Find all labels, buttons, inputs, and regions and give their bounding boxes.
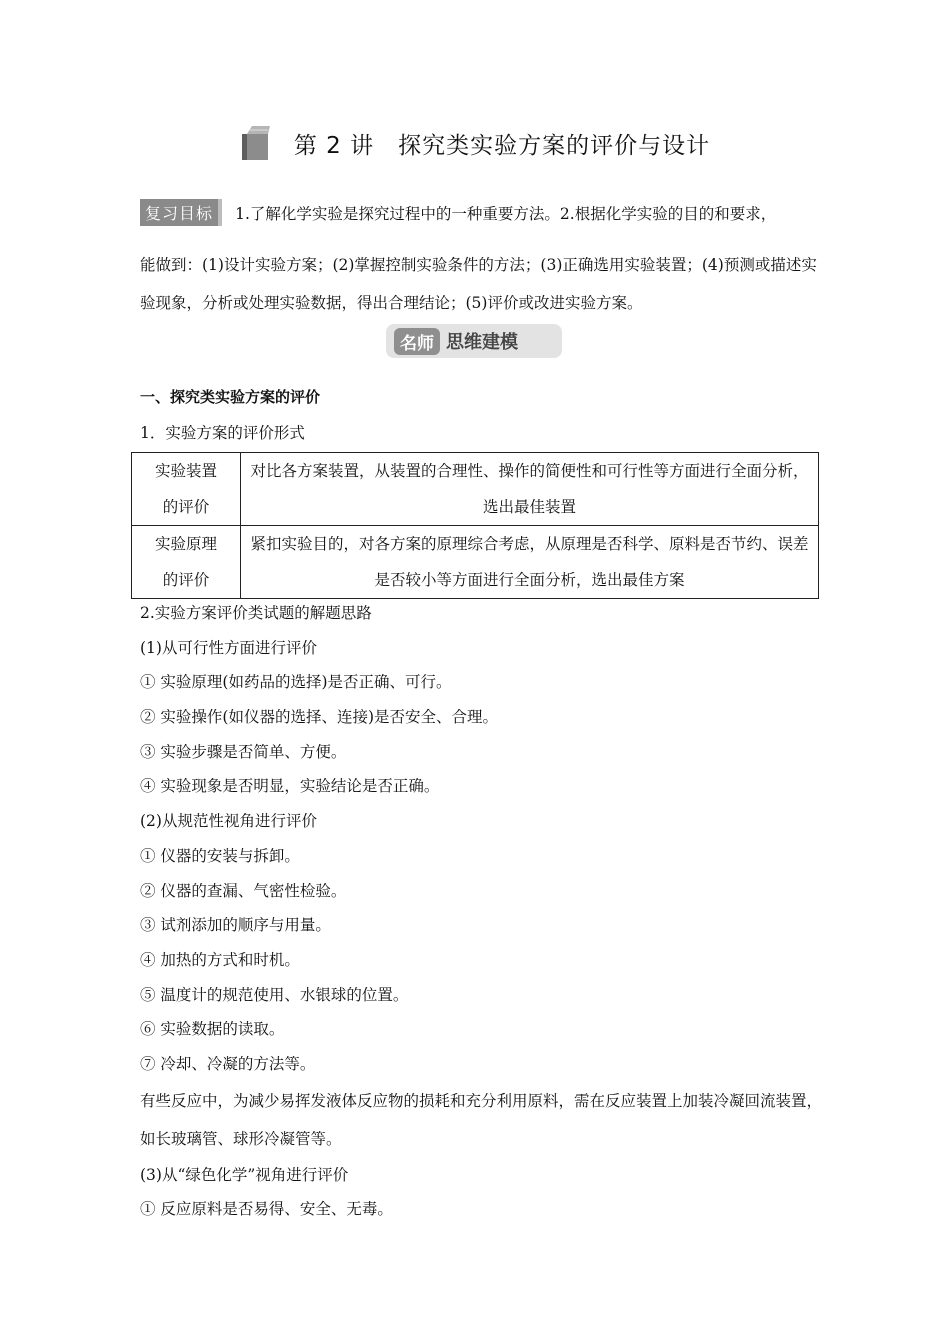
text-line: ⑤ 温度计的规范使用、水银球的位置。 (140, 985, 409, 1004)
table-row (132, 526, 819, 599)
title-row (0, 124, 950, 162)
goal-text-rest: 能做到：(1)设计实验方案；(2)掌握控制实验条件的方法；(3)正确选用实验装置；(4)预测或描述实验现象，分析或处理实验数据，得出合理结论；(5)评价或改进实验方案。 (140, 256, 817, 312)
table-cell-label: 实验原理 的评价 (132, 526, 241, 599)
review-goal (140, 199, 830, 226)
table-cell-label: 实验装置 的评价 (132, 453, 241, 526)
banner-text: 思维建模 (446, 332, 518, 353)
text-line: ⑥ 实验数据的读取。 (140, 1020, 285, 1039)
text-line: (2)从规范性视角进行评价 (140, 812, 317, 831)
subsection-heading: 1．实验方案的评价形式 (140, 424, 305, 442)
paragraph: 有些反应中，为减少易挥发液体反应物的损耗和充分利用原料，需在反应装置上加装冷凝回流装置，如长玻璃管、球形冷凝管等。 (140, 1091, 823, 1148)
text-line: ② 仪器的查漏、气密性检验。 (140, 881, 347, 900)
text-line: ③ 实验步骤是否简单、方便。 (140, 742, 347, 761)
body-text (140, 596, 830, 1227)
book-icon (240, 124, 272, 162)
banner-tag: 名师 (394, 328, 440, 355)
text-line: ⑦ 冷却、冷凝的方法等。 (140, 1054, 316, 1073)
evaluation-table (131, 452, 819, 599)
text-line: (3)从“绿色化学”视角进行评价 (140, 1165, 349, 1184)
goal-badge: 复习目标 (140, 199, 222, 226)
table-row (132, 453, 819, 526)
goal-text-line1: 1.了解化学实验是探究过程中的一种重要方法。2.根据化学实验的目的和要求， (235, 204, 777, 223)
text-line: ④ 实验现象是否明显，实验结论是否正确。 (140, 777, 440, 796)
text-line: ④ 加热的方式和时机。 (140, 950, 300, 969)
text-line: ② 实验操作(如仪器的选择、连接)是否安全、合理。 (140, 708, 499, 727)
table-cell-desc: 紧扣实验目的，对各方案的原理综合考虑，从原理是否科学、原料是否节约、误差是否较小等方面进行全面分析，选出最佳方案 (241, 526, 819, 599)
section-banner (386, 324, 562, 358)
text-line: (1)从可行性方面进行评价 (140, 638, 317, 657)
text-line: ① 仪器的安装与拆卸。 (140, 846, 300, 865)
text-line: ① 反应原料是否易得、安全、无毒。 (140, 1200, 393, 1219)
text-line: 2.实验方案评价类试题的解题思路 (140, 604, 372, 622)
text-line: ① 实验原理(如药品的选择)是否正确、可行。 (140, 673, 452, 692)
table-cell-desc: 对比各方案装置，从装置的合理性、操作的简便性和可行性等方面进行全面分析，选出最佳装置 (241, 453, 819, 526)
text-line: ③ 试剂添加的顺序与用量。 (140, 916, 331, 935)
section-heading: 一、探究类实验方案的评价 (140, 388, 321, 406)
page-title: 第 2 讲 探究类实验方案的评价与设计 (293, 132, 711, 159)
